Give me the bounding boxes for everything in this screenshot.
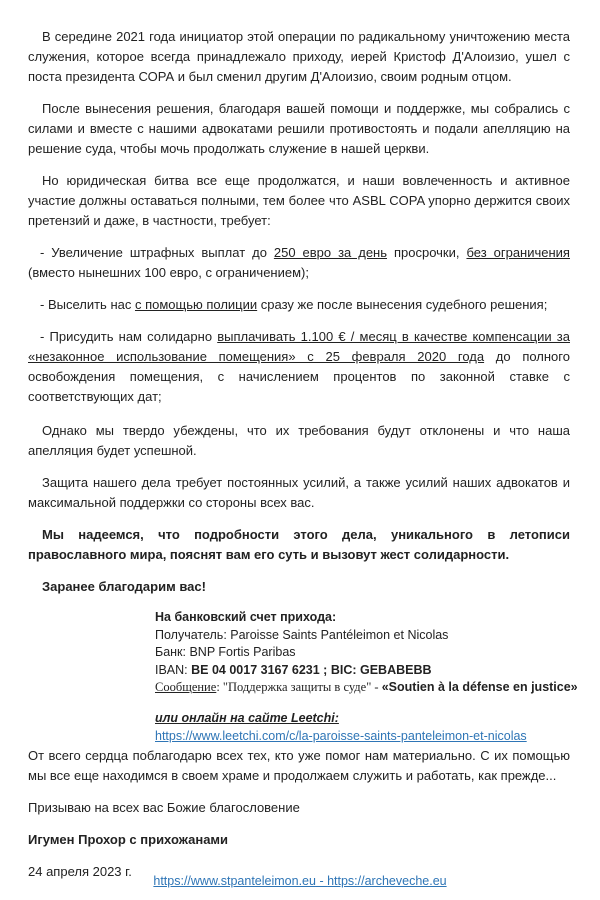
text-segment: с помощью полиции xyxy=(134,297,258,312)
text-segment: BE 04 0017 3167 6231 ; BIC: GEBABEBB xyxy=(191,662,432,677)
paragraph-conviction: Однако мы твердо убеждены, что их требования будут отклонены и что наша апелляция будет успешной. xyxy=(28,423,570,458)
bank-details-block xyxy=(155,609,578,746)
archeveche-link[interactable]: https://archeveche.eu xyxy=(327,874,447,888)
bank-recipient: Получатель: Paroisse Saints Pantéleimon et Nicolas xyxy=(155,627,449,642)
text-segment: Сообщение xyxy=(155,680,217,694)
text-segment: IBAN: xyxy=(155,662,192,677)
footer-links xyxy=(0,874,600,888)
online-donation-label: или онлайн на сайте Leetchi: xyxy=(155,710,339,725)
text-segment: 250 евро за день xyxy=(273,245,388,260)
text-segment: - Увеличение штрафных выплат до xyxy=(40,245,274,260)
text-segment: - Присудить нам солидарно xyxy=(40,329,218,344)
bullet-eviction xyxy=(28,295,570,315)
paragraph-gratitude: От всего сердца поблагодарю всех тех, кто уже помог нам материально. С их помощью мы все еще находимся в своем храме и продолжаем служить и работать, как прежде... xyxy=(28,747,570,783)
paragraph-thanks: Заранее благодарим вас! xyxy=(42,579,206,594)
signature-line: Игумен Прохор с прихожанами xyxy=(28,831,229,847)
paragraph-hope: Мы надеемся, что подробности этого дела, уникального в летописи православного мира, пояснят вам его суть и вызовут жест солидарности. xyxy=(28,527,570,562)
date-line: 24 апреля 2023 г. xyxy=(28,863,132,879)
text-segment: просрочки, xyxy=(387,245,467,260)
text-segment: сразу же после вынесения судебного решения; xyxy=(257,297,548,312)
paragraph-blessing: Призываю на всех вас Божие благословение xyxy=(28,799,300,815)
paragraph-legal-battle: Но юридическая битва все еще продолжатся, и наши вовлеченность и активное участие должны оставаться полными, тем более что ASBL COPA упорно держится своих претензий и даже, в частности, требует: xyxy=(28,173,570,228)
footer-separator: - xyxy=(315,874,328,888)
paragraph-defense-effort: Защита нашего дела требует постоянных усилий, а также усилий наших адвокатов и максимальной поддержки со стороны всех вас. xyxy=(28,475,570,510)
text-segment: до полного освобождения помещения, с начислением процентов по законной ставке с соответствующих дат; xyxy=(28,349,570,404)
text-segment: выплачивать 1.100 € / месяц в качестве компенсации за «незаконное использование помещения» с 25 февраля 2020 года xyxy=(28,329,570,364)
bank-message xyxy=(155,679,578,697)
leetchi-link[interactable]: https://www.leetchi.com/c/la-paroisse-saints-panteleimon-et-nicolas xyxy=(155,729,527,743)
text-segment: «Soutien à la défense en justice» xyxy=(381,680,578,694)
paragraph-intro: В середине 2021 года инициатор этой операции по радикальному уничтожению места служения, которое всегда принадлежало приходу, иерей Кристоф Д'Алоизио, ушел с поста президента СОРА и был сменил другим Д'Алоизио, своим родным отцом. xyxy=(28,29,570,84)
stpanteleimon-link[interactable]: https://www.stpanteleimon.eu xyxy=(153,874,316,888)
paragraph-appeal-filed: После вынесения решения, благодаря вашей помощи и поддержке, мы собрались с силами и вместе с нашими адвокатами решили противостоять и подали апелляцию на решение суда, чтобы мочь продолжать служение в нашей церкви. xyxy=(28,101,570,156)
bank-iban xyxy=(155,662,570,680)
text-segment: (вместо нынешних 100 евро, с ограничением); xyxy=(28,265,309,280)
text-segment: : "Поддержка защиты в суде" - xyxy=(216,680,382,694)
bank-title: На банковский счет прихода: xyxy=(155,610,337,624)
text-segment: без ограничения xyxy=(466,245,570,260)
bank-name: Банк: BNP Fortis Paribas xyxy=(155,645,296,659)
bullet-penalty-increase xyxy=(28,243,570,283)
text-segment: - Выселить нас xyxy=(40,297,135,312)
bullet-compensation xyxy=(28,327,570,407)
